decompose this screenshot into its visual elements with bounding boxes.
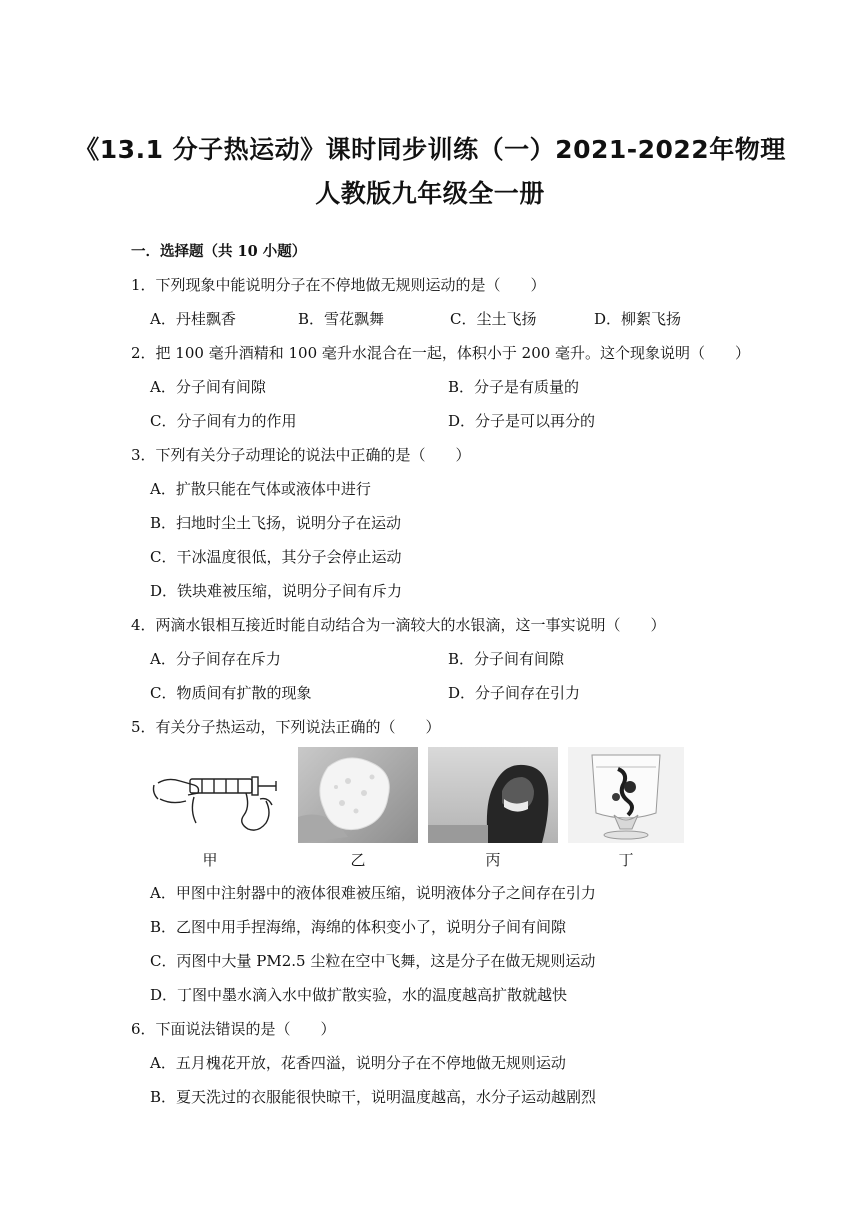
doc-title-line2: 人教版九年级全一册 (315, 179, 545, 208)
q1-option-d: D．柳絮飞扬 (594, 310, 682, 328)
figure-label-yi: 乙 (350, 851, 366, 869)
q1-option-c: C．尘土飞扬 (450, 310, 537, 328)
section-heading: 一．选择题（共 10 小题） (131, 243, 307, 260)
smog-photo (428, 747, 558, 843)
question-2-stem: 2．把 100 毫升酒精和 100 毫升水混合在一起，体积小于 200 毫升。这个现象说明（ ） (131, 344, 751, 362)
question-3-stem: 3．下列有关分子动理论的说法中正确的是（ ） (131, 446, 471, 464)
q6-option-a: A．五月槐花开放，花香四溢，说明分子在不停地做无规则运动 (150, 1054, 566, 1072)
q4-option-a: A．分子间存在斥力 (150, 650, 281, 668)
q2-option-b: B．分子是有质量的 (448, 378, 580, 396)
q3-option-a: A．扩散只能在气体或液体中进行 (150, 480, 371, 498)
q3-option-c: C．干冰温度很低，其分子会停止运动 (150, 548, 402, 566)
syringe-illustration (150, 747, 290, 843)
q4-option-b: B．分子间有间隙 (448, 650, 565, 668)
doc-title-line1: 《13.1 分子热运动》课时同步训练（一）2021-2022年物理 (74, 135, 786, 164)
q2-option-a: A．分子间有间隙 (150, 378, 266, 396)
q1-option-a: A．丹桂飘香 (150, 310, 236, 328)
figure-label-jia: 甲 (202, 851, 218, 869)
figure-label-ding: 丁 (618, 851, 634, 869)
sponge-photo (298, 747, 418, 843)
q5-option-b: B．乙图中用手捏海绵，海绵的体积变小了，说明分子间有间隙 (150, 918, 567, 936)
q5-option-d: D．丁图中墨水滴入水中做扩散实验，水的温度越高扩散就越快 (150, 986, 568, 1004)
q3-option-d: D．铁块难被压缩，说明分子间有斥力 (150, 582, 403, 600)
q2-option-c: C．分子间有力的作用 (150, 412, 297, 430)
q4-option-d: D．分子间存在引力 (448, 684, 581, 702)
q3-option-b: B．扫地时尘土飞扬，说明分子在运动 (150, 514, 402, 532)
q6-option-b: B．夏天洗过的衣服能很快晾干，说明温度越高，水分子运动越剧烈 (150, 1088, 597, 1106)
figure-label-bing: 丙 (485, 851, 501, 869)
q5-option-a: A．甲图中注射器中的液体很难被压缩，说明液体分子之间存在引力 (150, 884, 596, 902)
q1-option-b: B．雪花飘舞 (298, 310, 385, 328)
q4-option-c: C．物质间有扩散的现象 (150, 684, 312, 702)
question-5-stem: 5．有关分子热运动，下列说法正确的（ ） (131, 718, 441, 736)
q2-option-d: D．分子是可以再分的 (448, 412, 596, 430)
question-4-stem: 4．两滴水银相互接近时能自动结合为一滴较大的水银滴，这一事实说明（ ） (131, 616, 666, 634)
ink-diffusion-photo (568, 747, 684, 843)
figure-strip (150, 747, 690, 867)
question-6-stem: 6．下面说法错误的是（ ） (131, 1020, 336, 1038)
q5-option-c: C．丙图中大量 PM2.5 尘粒在空中飞舞，这是分子在做无规则运动 (150, 952, 596, 970)
question-1-stem: 1．下列现象中能说明分子在不停地做无规则运动的是（ ） (131, 276, 546, 294)
